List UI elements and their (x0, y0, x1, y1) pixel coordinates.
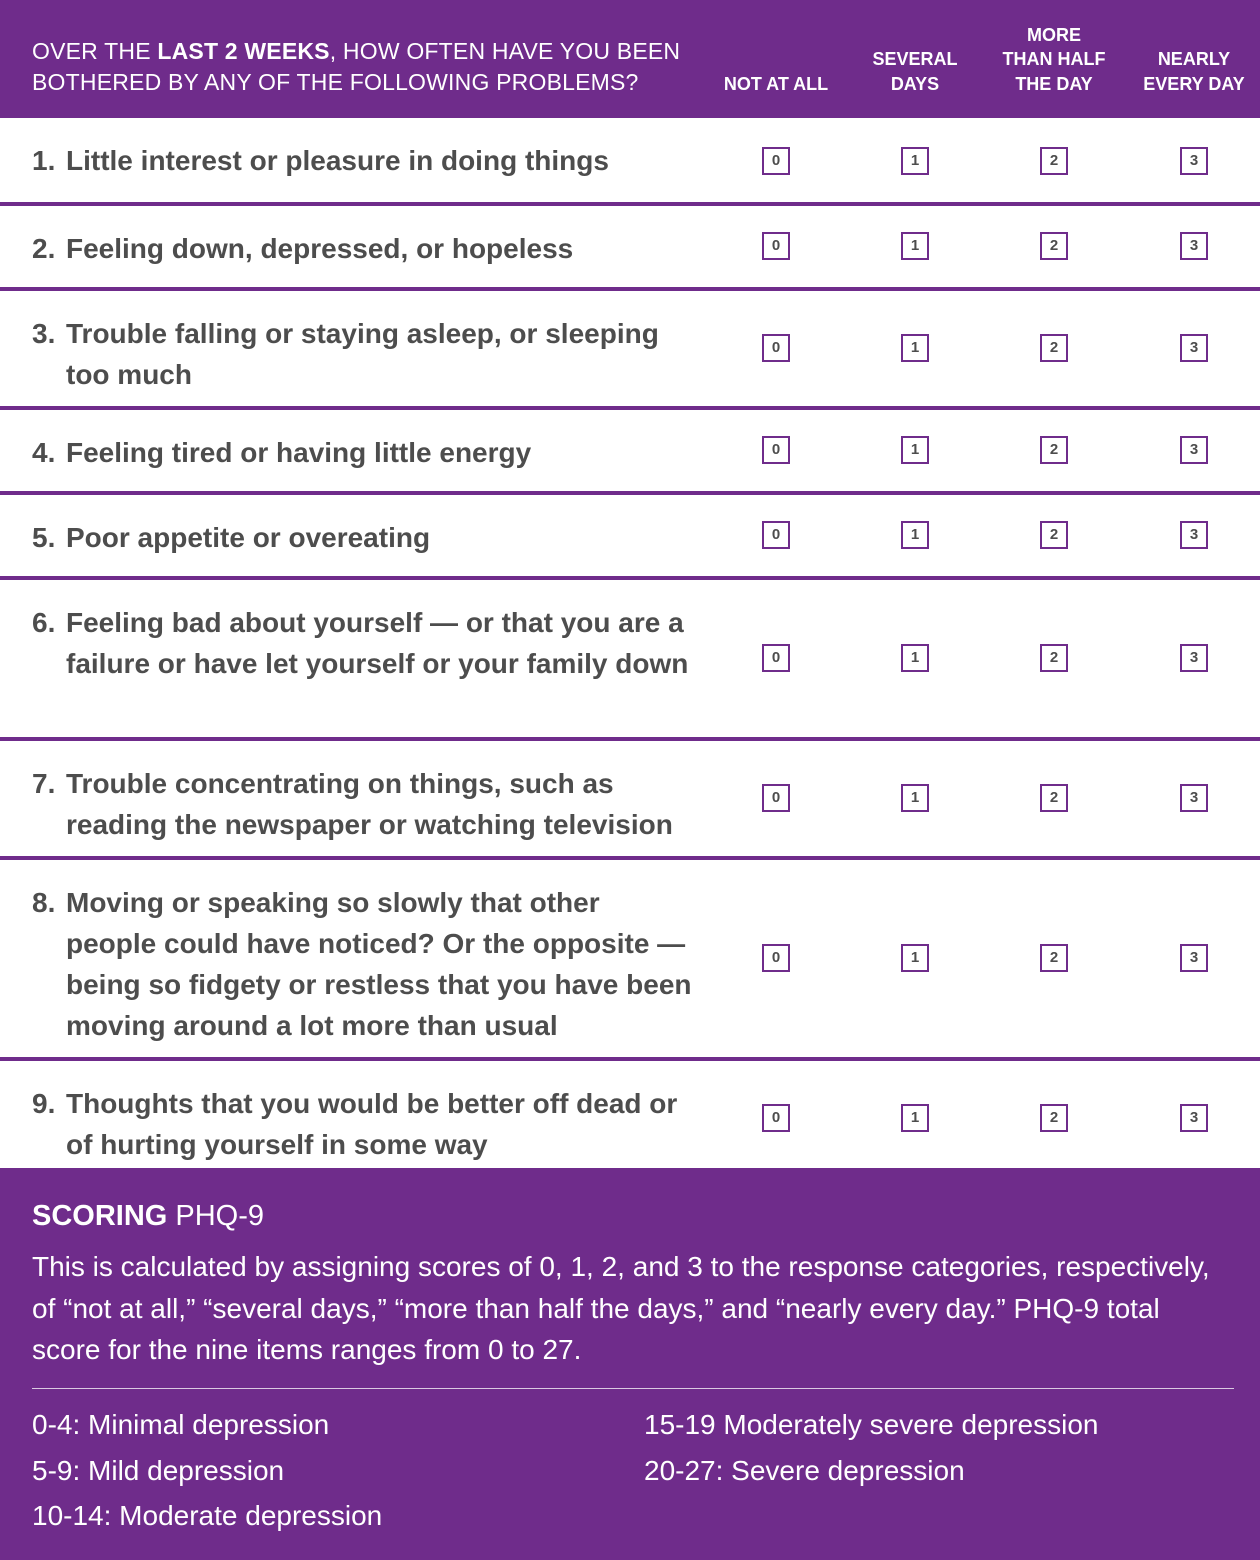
score-checkbox-1[interactable]: 1 (901, 232, 929, 260)
scoring-panel (0, 1168, 1260, 1560)
question-text-block (32, 140, 692, 181)
question-row (0, 410, 1260, 495)
question-number: 3. (32, 318, 56, 349)
score-checkbox-1[interactable]: 1 (901, 784, 929, 812)
question-row (0, 291, 1260, 410)
question-row (0, 741, 1260, 860)
score-checkbox-2[interactable]: 2 (1040, 944, 1068, 972)
question-text-block (32, 432, 692, 473)
question-text: Trouble concentrating on things, such as reading the newspaper or watching television (66, 768, 673, 840)
question-number: 7. (32, 768, 56, 799)
question-text: Feeling tired or having little energy (66, 437, 532, 468)
score-checkbox-2[interactable]: 2 (1040, 1104, 1068, 1132)
question-number: 9. (32, 1088, 56, 1119)
range-moderate: 10-14: Moderate depression (32, 1500, 383, 1531)
score-checkbox-3[interactable]: 3 (1180, 944, 1208, 972)
prompt-emphasis: LAST 2 WEEKS (157, 38, 330, 64)
range-minimal: 0-4: Minimal depression (32, 1409, 330, 1440)
question-text-block (32, 228, 692, 269)
scoring-title-rest: PHQ-9 (167, 1200, 265, 1232)
question-text: Little interest or pleasure in doing things (66, 145, 609, 176)
question-text-block (32, 602, 692, 684)
question-prompt (32, 36, 692, 98)
score-checkbox-1[interactable]: 1 (901, 644, 929, 672)
score-checkbox-1[interactable]: 1 (901, 147, 929, 175)
question-text: Poor appetite or overeating (66, 522, 431, 553)
question-row (0, 860, 1260, 1061)
score-checkbox-1[interactable]: 1 (901, 1104, 929, 1132)
question-row (0, 118, 1260, 206)
score-checkbox-0[interactable]: 0 (762, 521, 790, 549)
score-checkbox-3[interactable]: 3 (1180, 334, 1208, 362)
question-row (0, 495, 1260, 580)
score-checkbox-2[interactable]: 2 (1040, 784, 1068, 812)
score-checkbox-2[interactable]: 2 (1040, 436, 1068, 464)
question-text: Thoughts that you would be better off dead or of hurting yourself in some way (66, 1088, 678, 1160)
score-checkbox-0[interactable]: 0 (762, 147, 790, 175)
question-text-block (32, 763, 692, 845)
score-checkbox-0[interactable]: 0 (762, 944, 790, 972)
score-checkbox-1[interactable]: 1 (901, 521, 929, 549)
score-checkbox-0[interactable]: 0 (762, 644, 790, 672)
range-mild: 5-9: Mild depression (32, 1455, 285, 1486)
score-checkbox-2[interactable]: 2 (1040, 232, 1068, 260)
scoring-divider (32, 1388, 1234, 1389)
score-checkbox-3[interactable]: 3 (1180, 232, 1208, 260)
score-checkbox-0[interactable]: 0 (762, 232, 790, 260)
question-row (0, 580, 1260, 741)
question-number: 8. (32, 887, 56, 918)
column-header-several-days: SEVERAL DAYS (872, 49, 958, 94)
question-number: 6. (32, 607, 56, 638)
column-header-not-at-all: NOT AT ALL (723, 73, 829, 94)
score-checkbox-2[interactable]: 2 (1040, 521, 1068, 549)
score-checkbox-0[interactable]: 0 (762, 436, 790, 464)
score-checkbox-3[interactable]: 3 (1180, 644, 1208, 672)
scoring-description: This is calculated by assigning scores of 0, 1, 2, and 3 to the response categories, respectively, of “not at all,” “several days,” “more than half the days,” and “nearly every day.” PHQ-9 total score for the nine items ranges from 0 to 27. (32, 1251, 1210, 1365)
question-number: 2. (32, 233, 56, 264)
score-checkbox-2[interactable]: 2 (1040, 334, 1068, 362)
question-text-block (32, 313, 692, 395)
question-number: 5. (32, 522, 56, 553)
column-header-nearly-every-day: NEARLY EVERY DAY (1143, 49, 1245, 94)
score-checkbox-2[interactable]: 2 (1040, 147, 1068, 175)
score-checkbox-2[interactable]: 2 (1040, 644, 1068, 672)
score-checkbox-0[interactable]: 0 (762, 1104, 790, 1132)
range-moderately-severe: 15-19 Moderately severe depression (644, 1409, 1099, 1440)
question-text: Moving or speaking so slowly that other people could have noticed? Or the opposite — being so fidgety or restless that you have been moving around a lot more than usual (66, 887, 692, 1041)
range-severe: 20-27: Severe depression (644, 1455, 965, 1486)
question-text: Feeling down, depressed, or hopeless (66, 233, 574, 264)
score-checkbox-3[interactable]: 3 (1180, 147, 1208, 175)
prompt-prefix: OVER THE (32, 38, 158, 64)
scoring-title (32, 1200, 264, 1233)
score-checkbox-3[interactable]: 3 (1180, 784, 1208, 812)
prompt-suffix: , HOW OFTEN HAVE YOU BEEN BOTHERED BY ANY OF THE FOLLOWING PROBLEMS? (32, 38, 681, 95)
score-checkbox-1[interactable]: 1 (901, 944, 929, 972)
question-text: Feeling bad about yourself — or that you are a failure or have let yourself or your family down (66, 607, 689, 679)
question-text: Trouble falling or staying asleep, or sleeping too much (66, 318, 659, 390)
question-text-block (32, 517, 692, 558)
question-row (0, 1061, 1260, 1168)
questionnaire-header (0, 0, 1260, 118)
scoring-title-bold: SCORING (32, 1200, 168, 1232)
score-checkbox-0[interactable]: 0 (762, 334, 790, 362)
score-checkbox-1[interactable]: 1 (901, 334, 929, 362)
question-number: 4. (32, 437, 56, 468)
question-number: 1. (32, 145, 56, 176)
score-checkbox-3[interactable]: 3 (1180, 436, 1208, 464)
score-checkbox-3[interactable]: 3 (1180, 521, 1208, 549)
score-checkbox-0[interactable]: 0 (762, 784, 790, 812)
question-text-block (32, 1083, 692, 1165)
question-row (0, 206, 1260, 291)
score-checkbox-3[interactable]: 3 (1180, 1104, 1208, 1132)
question-text-block (32, 882, 692, 1046)
score-checkbox-1[interactable]: 1 (901, 436, 929, 464)
column-header-more-than-half: MORE THAN HALF THE DAY (1002, 24, 1106, 94)
